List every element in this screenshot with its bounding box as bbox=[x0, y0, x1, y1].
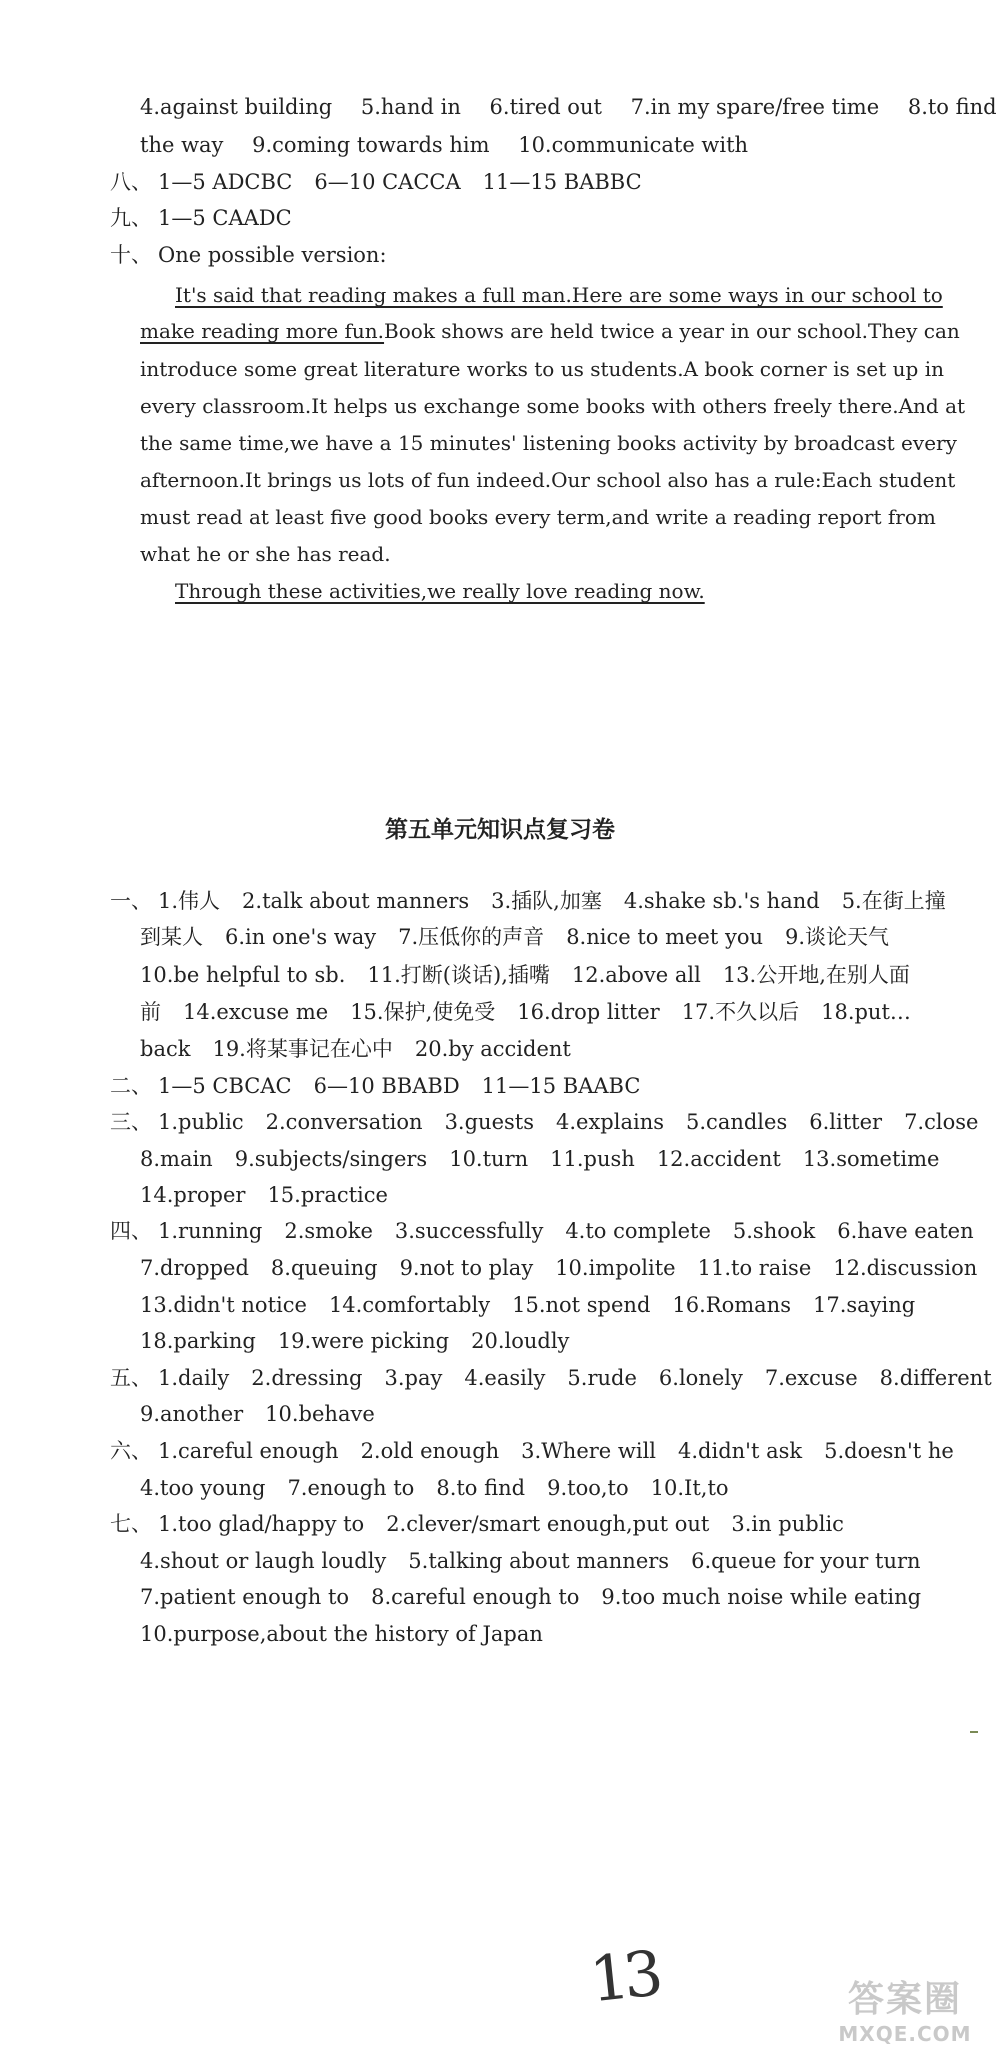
essay-text-underlined: It's said that reading makes a full man.Here are some ways in our school to bbox=[175, 283, 943, 307]
answer-item: 1.伟人 bbox=[158, 889, 221, 913]
u5-s6-row1 bbox=[110, 1436, 954, 1466]
answer-item: 3.Where will bbox=[521, 1439, 657, 1463]
answer-item: 15.not spend bbox=[512, 1293, 651, 1317]
answer-item: 4.easily bbox=[464, 1366, 546, 1390]
answer-item: 3.guests bbox=[444, 1110, 534, 1134]
answer-item: 7.excuse bbox=[764, 1366, 858, 1390]
answer-item: 16.drop litter bbox=[517, 1000, 660, 1024]
answer-item: 6.litter bbox=[809, 1110, 883, 1134]
answer-item: 9.too much noise while eating bbox=[601, 1585, 922, 1609]
answer-item: 11.打断(谈话),插嘴 bbox=[367, 963, 550, 987]
answer-item: 6.queue for your turn bbox=[691, 1549, 921, 1573]
essay-text: what he or she has read. bbox=[140, 542, 391, 566]
answer-item: 2.clever/smart enough,put out bbox=[386, 1512, 710, 1536]
u5-s3-row2 bbox=[140, 1144, 939, 1174]
watermark-logo bbox=[820, 1978, 990, 2054]
answer-item: 2.conversation bbox=[265, 1110, 423, 1134]
u5-s1-row4 bbox=[140, 997, 911, 1027]
answer-item: 4.against building bbox=[140, 95, 333, 119]
answer-item: 5.candles bbox=[686, 1110, 788, 1134]
answer-item: 7.in my spare/free time bbox=[630, 95, 880, 119]
u5-s4-row2 bbox=[140, 1253, 977, 1283]
u5-s4-row4 bbox=[140, 1326, 569, 1356]
answer-item: 1.public bbox=[158, 1110, 244, 1134]
answer-item: 1—5 CBCAC bbox=[158, 1074, 292, 1098]
essay-text: must read at least five good books every term,and write a reading report from bbox=[140, 505, 936, 529]
answer-item: 12.accident bbox=[656, 1147, 781, 1171]
answer-item: 14.comfortably bbox=[328, 1293, 491, 1317]
answer-item: 9.not to play bbox=[399, 1256, 534, 1280]
answer-item: 9.another bbox=[140, 1402, 244, 1426]
answer-item: 16.Romans bbox=[672, 1293, 791, 1317]
answer-item: 8.careful enough to bbox=[371, 1585, 580, 1609]
section-label: 一、 bbox=[110, 889, 152, 913]
essay-text: Book shows are held twice a year in our school.They can bbox=[384, 319, 960, 343]
answer-item: 1.daily bbox=[158, 1366, 230, 1390]
section-label: 七、 bbox=[110, 1512, 152, 1536]
answer-item: 7.dropped bbox=[140, 1256, 249, 1280]
answer-item: 4.shout or laugh loudly bbox=[140, 1549, 387, 1573]
answer-item: 11.push bbox=[550, 1147, 635, 1171]
watermark-text: 答案圈 bbox=[847, 1979, 962, 2020]
answer-item: 15.practice bbox=[267, 1183, 388, 1207]
answer-item: 3.successfully bbox=[394, 1219, 544, 1243]
section-8 bbox=[110, 167, 642, 197]
answer-item: 6.lonely bbox=[658, 1366, 743, 1390]
essay-line bbox=[140, 391, 965, 421]
answer-item: 10.It,to bbox=[650, 1476, 729, 1500]
answer-item: 11.to raise bbox=[697, 1256, 812, 1280]
section-9 bbox=[110, 203, 292, 233]
answer-item: 11—15 BAABC bbox=[481, 1074, 641, 1098]
answer-item: 3.in public bbox=[731, 1512, 844, 1536]
u5-s3-row1 bbox=[110, 1107, 978, 1137]
essay-line bbox=[140, 428, 957, 458]
u5-s1-row3 bbox=[140, 960, 910, 990]
answer-item: 19.将某事记在心中 bbox=[212, 1037, 393, 1061]
answer-item: 10.be helpful to sb. bbox=[140, 963, 346, 987]
answer-item: 2.talk about manners bbox=[242, 889, 470, 913]
answer-item: 4.shake sb.'s hand bbox=[623, 889, 820, 913]
answer-item: 5.在街上撞 bbox=[841, 889, 946, 913]
answer-item: 2.smoke bbox=[284, 1219, 373, 1243]
answer-item: 3.pay bbox=[384, 1366, 443, 1390]
essay-line bbox=[140, 465, 955, 495]
answer-item: 4.didn't ask bbox=[678, 1439, 803, 1463]
essay-text-underlined: Through these activities,we really love reading now. bbox=[175, 579, 705, 603]
section-10-header bbox=[110, 240, 387, 270]
answer-item: 9.coming towards him bbox=[252, 133, 490, 157]
answer-item: 6.have eaten bbox=[837, 1219, 974, 1243]
u5-s7-row4 bbox=[140, 1619, 543, 1649]
handwritten-page-number: 13 bbox=[586, 1936, 661, 2017]
answer-item: 17.不久以后 bbox=[681, 1000, 800, 1024]
answer-item: 19.were picking bbox=[277, 1329, 450, 1353]
answer-item: 2.dressing bbox=[251, 1366, 363, 1390]
answer-item: 14.proper bbox=[140, 1183, 246, 1207]
answer-item: 10.impolite bbox=[555, 1256, 676, 1280]
answer-item: 13.didn't notice bbox=[140, 1293, 307, 1317]
answer-item: 8.nice to meet you bbox=[566, 925, 764, 949]
answer-item: 20.by accident bbox=[414, 1037, 571, 1061]
answer-item: back bbox=[140, 1037, 191, 1061]
answer-item: 18.put… bbox=[821, 1000, 911, 1024]
answer-item: 17.saying bbox=[812, 1293, 916, 1317]
answer-item: 12.discussion bbox=[833, 1256, 978, 1280]
answer-item: 9.too,to bbox=[547, 1476, 629, 1500]
answer-item: 11—15 BABBC bbox=[482, 170, 642, 194]
answer-item: 8.main bbox=[140, 1147, 213, 1171]
essay-line bbox=[140, 502, 936, 532]
u5-s7-row1 bbox=[110, 1509, 844, 1539]
answer-item: 1—5 ADCBC bbox=[158, 170, 293, 194]
answer-item: 14.excuse me bbox=[183, 1000, 329, 1024]
u5-s5-row1 bbox=[110, 1363, 992, 1393]
answer-item: 7.压低你的声音 bbox=[398, 925, 545, 949]
answer-item: 10.behave bbox=[265, 1402, 375, 1426]
essay-text: introduce some great literature works to us students.A book corner is set up in bbox=[140, 357, 944, 381]
essay-text-underlined: make reading more fun. bbox=[140, 319, 385, 343]
section-label: 五、 bbox=[110, 1366, 152, 1390]
answer-item: 10.turn bbox=[449, 1147, 529, 1171]
s7cont-row2 bbox=[140, 130, 748, 160]
answer-item: 12.above all bbox=[571, 963, 701, 987]
answer-item: 9.谈论天气 bbox=[785, 925, 890, 949]
section-label: 六、 bbox=[110, 1439, 152, 1463]
u5-s1-row5 bbox=[140, 1034, 571, 1064]
section-label: 四、 bbox=[110, 1219, 152, 1243]
u5-s2 bbox=[110, 1071, 640, 1101]
answer-item: 1.running bbox=[158, 1219, 263, 1243]
section-label: 八、 bbox=[110, 170, 152, 194]
stray-mark bbox=[970, 1731, 978, 1733]
answer-item: 5.rude bbox=[567, 1366, 637, 1390]
answer-item: 8.different bbox=[879, 1366, 992, 1390]
answer-item: 18.parking bbox=[140, 1329, 256, 1353]
section-intro: One possible version: bbox=[158, 243, 387, 267]
answer-item: 4.too young bbox=[140, 1476, 266, 1500]
essay-line bbox=[140, 316, 960, 346]
answer-item: 8.to find bbox=[907, 95, 997, 119]
answer-item: 6.in one's way bbox=[225, 925, 377, 949]
answer-item: 2.old enough bbox=[360, 1439, 500, 1463]
answer-item: 1.careful enough bbox=[158, 1439, 339, 1463]
answer-item: 1.too glad/happy to bbox=[158, 1512, 365, 1536]
answer-item: 8.queuing bbox=[270, 1256, 378, 1280]
s7cont-row1 bbox=[140, 92, 997, 122]
section-label: 九、 bbox=[110, 206, 152, 230]
essay-line bbox=[175, 576, 705, 606]
answer-item: 5.hand in bbox=[360, 95, 461, 119]
u5-s5-row2 bbox=[140, 1399, 375, 1429]
u5-s7-row2 bbox=[140, 1546, 921, 1576]
answer-item: 6—10 BBABD bbox=[313, 1074, 460, 1098]
answer-item: 6—10 CACCA bbox=[314, 170, 461, 194]
u5-s4-row3 bbox=[140, 1290, 915, 1320]
answer-item: 5.talking about manners bbox=[408, 1549, 670, 1573]
essay-line bbox=[175, 280, 943, 310]
answer-item: 前 bbox=[140, 1000, 161, 1024]
answer-item: 7.close bbox=[904, 1110, 979, 1134]
essay-line bbox=[140, 354, 944, 384]
section-label: 十、 bbox=[110, 243, 152, 267]
answer-item: 3.插队,加塞 bbox=[491, 889, 602, 913]
u5-s1-row2 bbox=[140, 922, 889, 952]
answer-item: the way bbox=[140, 133, 224, 157]
section-label: 二、 bbox=[110, 1074, 152, 1098]
section-label: 三、 bbox=[110, 1110, 152, 1134]
answer-item: 10.purpose,about the history of Japan bbox=[140, 1622, 543, 1646]
u5-s1-row1 bbox=[110, 886, 946, 916]
answer-item: 7.enough to bbox=[287, 1476, 415, 1500]
answer-item: 9.subjects/singers bbox=[234, 1147, 428, 1171]
unit-title: 第五单元知识点复习卷 bbox=[385, 817, 615, 843]
u5-s4-row1 bbox=[110, 1216, 974, 1246]
u5-s7-row3 bbox=[140, 1582, 921, 1612]
answer-item: 8.to find bbox=[436, 1476, 526, 1500]
answer-item: 13.sometime bbox=[802, 1147, 940, 1171]
essay-line bbox=[140, 539, 391, 569]
answer-item: 到某人 bbox=[140, 925, 203, 949]
answer-item: 1—5 CAADC bbox=[158, 206, 292, 230]
answer-item: 13.公开地,在别人面 bbox=[722, 963, 910, 987]
answer-item: 7.patient enough to bbox=[140, 1585, 350, 1609]
answer-item: 6.tired out bbox=[489, 95, 602, 119]
answer-item: 4.explains bbox=[556, 1110, 665, 1134]
watermark-url: MXQE.COM bbox=[838, 2022, 972, 2046]
u5-s3-row3 bbox=[140, 1180, 388, 1210]
answer-item: 4.to complete bbox=[565, 1219, 711, 1243]
answer-item: 20.loudly bbox=[471, 1329, 570, 1353]
answer-item: 15.保护,使免受 bbox=[350, 1000, 496, 1024]
answer-item: 5.doesn't he bbox=[824, 1439, 954, 1463]
essay-text: afternoon.It brings us lots of fun indeed.Our school also has a rule:Each student bbox=[140, 468, 956, 492]
answer-item: 10.communicate with bbox=[518, 133, 749, 157]
essay-text: every classroom.It helps us exchange some books with others freely there.And at bbox=[140, 394, 966, 418]
u5-s6-row2 bbox=[140, 1473, 729, 1503]
answer-item: 5.shook bbox=[732, 1219, 816, 1243]
essay-text: the same time,we have a 15 minutes' listening books activity by broadcast every bbox=[140, 431, 957, 455]
